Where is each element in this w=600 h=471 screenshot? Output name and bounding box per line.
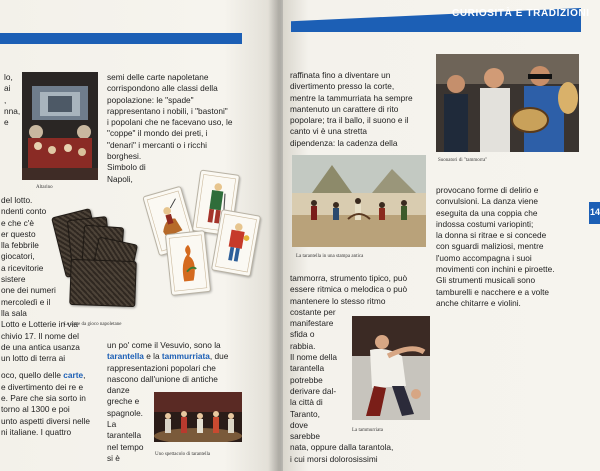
- text-line: divertimento presso la corte,: [290, 81, 395, 92]
- text-line: essere ritmica o melodica o può: [290, 284, 408, 295]
- card-clubs: [165, 230, 211, 296]
- text-line: "denari" i mercanti o i ricchi: [107, 139, 207, 150]
- text-line: nata, oppure dalla tarantola,: [290, 442, 394, 453]
- right-column1-top: [290, 70, 413, 149]
- text-line: e che c'è: [1, 217, 34, 228]
- text-line: mantenuto un carattere di rito: [290, 103, 399, 114]
- text-line: borghesi.: [107, 151, 142, 162]
- caption-tammurriata: La tammurriata: [352, 428, 383, 433]
- left-header-bar: [0, 33, 242, 44]
- text-line: i popolani che ne facevano uso, le: [107, 117, 233, 128]
- keyword-carte: carte: [63, 370, 84, 381]
- text-line: manifestare: [290, 318, 334, 329]
- text-line: ni italiane. I quattro: [1, 426, 72, 437]
- text-line: Simbolo di: [107, 162, 146, 173]
- antique-print-image: [292, 155, 426, 247]
- text-line: lla sala: [1, 307, 27, 318]
- text-line: mantenere lo stesso ritmo: [290, 295, 386, 306]
- text-line: l'uomo accompagna i suoi: [436, 252, 532, 263]
- text-line: Gli strumenti musicali sono: [436, 275, 536, 286]
- text-line: sfida o: [290, 329, 315, 340]
- text-line: derivare dal-: [290, 385, 337, 396]
- text-line: lo,: [4, 72, 13, 82]
- text-line: de una antica usanza: [1, 341, 80, 352]
- text-line: potrebbe: [290, 374, 323, 385]
- page-number: 14: [590, 207, 600, 217]
- text-line: unto aspetti diversi nelle: [1, 415, 91, 426]
- text-line: oco, quello delle: [1, 370, 61, 381]
- text-line: un lotto di terra ai: [1, 353, 66, 364]
- text-line: dove: [290, 419, 308, 430]
- text-line: rappresentazioni popolari che: [107, 362, 216, 373]
- text-line: anche chitarre e violini.: [436, 297, 521, 308]
- text-line: e: [4, 117, 9, 128]
- text-line: e divertimento dei re e: [1, 381, 84, 392]
- text-line: convulsioni. La danza viene: [436, 196, 538, 207]
- text-line: giocatori,: [1, 251, 35, 262]
- text-line: la città di: [290, 397, 323, 408]
- text-line: one dei numeri: [1, 285, 56, 296]
- text-line: sarebbe: [290, 431, 320, 442]
- keyword-tammurriata: tammurriata: [161, 351, 210, 362]
- caption-cards: Le carte da gioco napoletane: [64, 322, 122, 327]
- section-title: CURIOSITÀ E TRADIZIONI: [452, 8, 590, 19]
- text-line: indossa costumi variopinti;: [436, 218, 534, 229]
- text-line: rappresentano i nobili, i "bastoni": [107, 105, 228, 116]
- text-and: e la: [146, 351, 160, 362]
- text-line: mercoledì e il: [1, 296, 51, 307]
- text-line: provocano forme di delirio e: [436, 185, 539, 195]
- text-line: si è: [107, 452, 120, 463]
- text-line: sistere: [1, 274, 26, 285]
- text-line: nel tempo: [107, 441, 144, 452]
- text-line: Napoli,: [107, 173, 133, 184]
- text-line: Il nome della: [290, 352, 338, 363]
- caption-show: Uno spettacolo di tarantella: [155, 452, 211, 457]
- text-line: dipendenza: la cadenza della: [290, 137, 398, 148]
- text-line: eseguita da una coppia che: [436, 207, 538, 218]
- text-line: rabbia.: [290, 340, 316, 351]
- left-column2-bottom: un po' come il Vesuvio, sono la tarantella e la tammurriata, due rappresentazioni popolari che nascono dall'unione di antiche danze greche e spagnole. La tarantella nel tempo si è: [107, 340, 229, 463]
- text-line: ai: [4, 83, 11, 94]
- text-line: tammorra, strumento tipico, può: [290, 273, 408, 283]
- left-page: [0, 0, 280, 471]
- left-column-text: del lotto. ndenti conto e che c'è er questo lla febbrile giocatori, a ricevitorie sistere one dei numeri mercoledì e il lla sala Lotto e Lotterie in via chivio 17. Il nome del de una antica usanza un lotto di terra ai oco, quello delle carte, e divertimento dei re e e. Pare che sia sorto in torno al 1300 e poi unto aspetti diversi nelle ni italiane. I quattro: [1, 195, 91, 437]
- text-line: tarantella: [290, 363, 325, 374]
- text-line: ,: [4, 94, 7, 105]
- text-line: canto vi è una stretta: [290, 126, 368, 137]
- left-column2-top: [107, 72, 232, 185]
- left-fragments: [4, 72, 20, 128]
- text-line: greche e: [107, 396, 140, 407]
- text-line: er questo: [1, 228, 36, 239]
- text-line: i cui morsi dolorosissimi: [290, 453, 378, 464]
- text-line: a ricevitorie: [1, 262, 44, 273]
- text-line: ndenti conto: [1, 206, 47, 217]
- text-line: La: [107, 419, 117, 430]
- caption-players: Suonatori di "tammorra": [438, 158, 488, 163]
- text-line: Lotto e Lotterie in via: [1, 319, 79, 330]
- text-line: Taranto,: [290, 408, 320, 419]
- text-line: nna,: [4, 105, 21, 116]
- text-line: spagnole.: [107, 407, 143, 418]
- caption-altar: Altarino: [36, 185, 53, 190]
- text-line: "coppe" il mondo dei preti, i: [107, 128, 208, 139]
- caption-print: La tarantella in una stampa antica: [296, 254, 364, 259]
- text-line: corrispondono alle classi della: [107, 83, 218, 94]
- text-line: lla febbrile: [1, 240, 39, 251]
- text-line: costante per: [290, 306, 336, 317]
- text-line: un po' come il Vesuvio, sono la: [107, 340, 221, 350]
- text-line: popolare; tra il ballo, il suono e il: [290, 115, 409, 126]
- altar-photo: [22, 72, 98, 180]
- text-line: danze: [107, 385, 130, 396]
- keyword-tarantella: tarantella: [107, 351, 144, 362]
- text-line: popolazione: le "spade": [107, 94, 194, 105]
- text-line: mentre la tammurriata ha sempre: [290, 92, 413, 103]
- card-back-5: [69, 259, 137, 307]
- text-line: del lotto.: [1, 195, 33, 205]
- tarantella-show-photo: [154, 392, 242, 442]
- text-line: con sguardi maliziosi, mentre: [436, 241, 544, 252]
- text-line: chivio 17. Il nome del: [1, 330, 79, 341]
- text-line: semi delle carte napoletane: [107, 72, 209, 82]
- text-line: e. Pare che sia sorto in: [1, 393, 86, 404]
- text-line: raffinata fino a diventare un: [290, 70, 391, 80]
- tammurriata-photo: [352, 316, 430, 420]
- text-line: tamburelli e nacchere e a volte: [436, 286, 549, 297]
- tammorra-players-photo: [436, 54, 579, 152]
- text-line: movimenti con inchini e piroette.: [436, 264, 555, 275]
- text-line: la donna si ritrae e si concede: [436, 230, 547, 241]
- right-column2: [436, 185, 555, 309]
- text-line: nascono dall'unione di antiche: [107, 373, 218, 384]
- text-line: torno al 1300 e poi: [1, 404, 70, 415]
- text-line: tarantella: [107, 430, 142, 441]
